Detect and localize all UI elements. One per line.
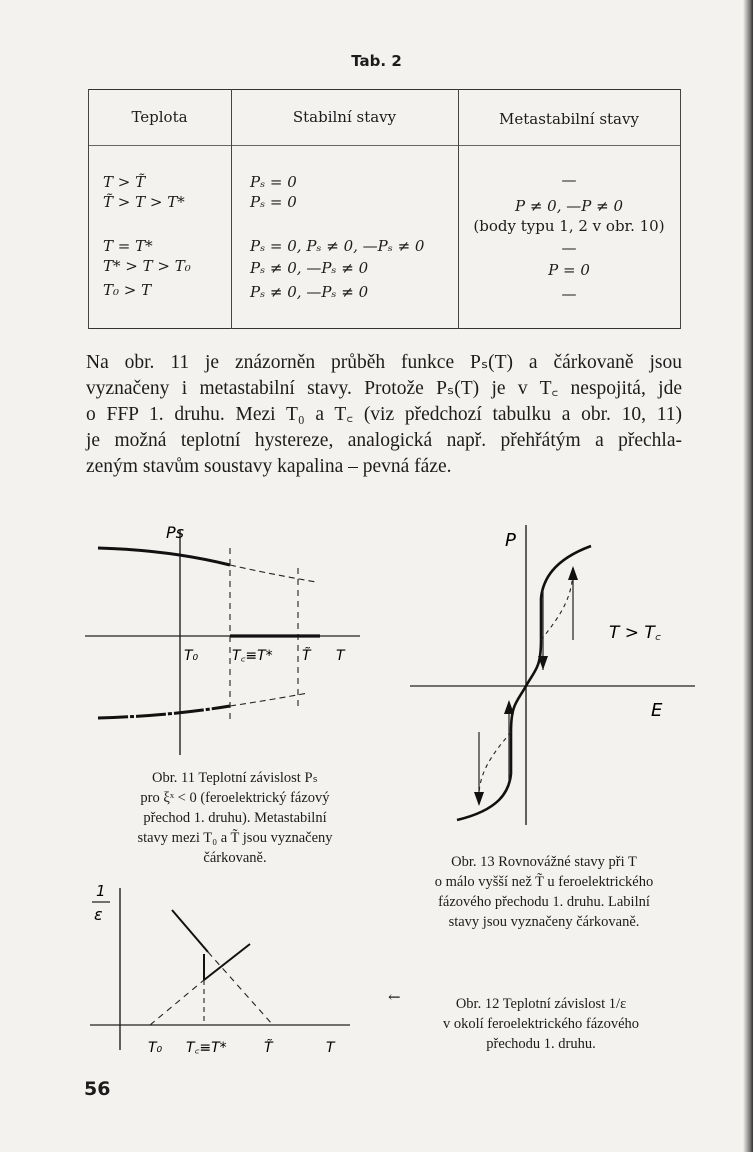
table-cell-meta-4: — (561, 239, 577, 257)
fig11-axis-label-y: Ps (166, 523, 184, 542)
paragraph-line-3: o FFP 1. druhu. Mezi T₀ a T꜀ (viz předchozí tabulku a obr. 10, 11) (86, 404, 682, 425)
fig11-metastable-upper-curve (230, 565, 316, 582)
fig12-caption (400, 994, 682, 1054)
fig13-arrow-up-lower-icon (504, 700, 514, 714)
fig12-axis-label-den: ε (94, 905, 103, 924)
fig13-inner-lower-stable (511, 686, 526, 774)
table-header-rule (88, 145, 680, 146)
fig13-labile-lower (479, 732, 511, 804)
table-cell-meta-6: — (561, 285, 577, 303)
fig12-reference-arrow-icon: ← (388, 988, 401, 1006)
fig13-outer-upper-stable (541, 546, 591, 598)
fig13-caption (403, 852, 685, 932)
fig13-caption-line-2: o málo vyšší než T̃ u feroelektrického (434, 874, 654, 890)
fig13-arrow-up-icon (568, 566, 578, 580)
fig12-stable-paraelectric-line (172, 910, 208, 952)
fig12-label-tc: T꜀≡T* (186, 1040, 227, 1056)
fig11-label-tc: T꜀≡T* (232, 648, 273, 664)
table-right-border (680, 89, 681, 329)
fig11-label-t: T (336, 648, 345, 664)
fig12-stable-ferroelectric-line (204, 944, 250, 980)
table-bottom-rule (88, 328, 680, 329)
table-cell-meta-5: P = 0 (548, 261, 590, 279)
fig12-metastable-ferroelectric-line (150, 980, 204, 1025)
table-cell-stabilni-2: Pₛ = 0 (250, 193, 297, 211)
table-cell-stabilni-1: Pₛ = 0 (250, 173, 297, 191)
fig11-label-t0: T₀ (184, 648, 199, 664)
paragraph-line-2: vyznačeny i metastabilní stavy. Protože Pₛ(T) je v T꜀ nespojitá, jde (86, 378, 682, 399)
table-header-stabilni: Stabilní stavy (292, 108, 397, 126)
fig11-caption (80, 768, 390, 868)
table-cell-teplota-5: T₀ > T (103, 281, 152, 299)
page-number: 56 (84, 1078, 111, 1100)
table-cell-meta-1: — (561, 171, 577, 189)
fig12-axis-label-num: 1 (96, 882, 106, 900)
figure-11 (80, 510, 380, 760)
table-cell-stabilni-5: Pₛ ≠ 0, —Pₛ ≠ 0 (250, 283, 369, 301)
fig12-label-t: T (326, 1040, 335, 1056)
figure-13 (405, 520, 705, 830)
fig12-caption-line-3: přechodu 1. druhu. (486, 1036, 596, 1052)
fig11-caption-line-5: čárkovaně. (203, 850, 267, 866)
fig11-stable-upper-curve (98, 548, 230, 565)
table-top-rule (88, 89, 680, 90)
fig13-inner-upper-stable (526, 598, 541, 686)
fig13-caption-line-4: stavy jsou vyznačeny čárkovaně. (448, 914, 640, 930)
fig13-axis-label-x: E (651, 700, 663, 721)
fig12-label-ttilde: T̃ (264, 1040, 273, 1056)
table-cell-teplota-2: T̃ > T > T* (103, 193, 185, 211)
fig13-axis-label-y: P (505, 530, 516, 551)
body-paragraph (86, 350, 682, 480)
fig12-metastable-paraelectric-line (208, 952, 272, 1024)
table-cell-meta-3: (body typu 1, 2 v obr. 10) (473, 217, 665, 235)
table-cell-stabilni-3: Pₛ = 0, Pₛ ≠ 0, —Pₛ ≠ 0 (250, 237, 425, 255)
table-cell-stabilni-4: Pₛ ≠ 0, —Pₛ ≠ 0 (250, 259, 369, 277)
fig11-caption-line-1: Obr. 11 Teplotní závislost Pₛ (152, 770, 318, 786)
fig11-label-ttilde: T̃ (302, 648, 311, 664)
fig13-outer-lower-stable (457, 774, 511, 820)
table-cell-teplota-1: T > T̃ (103, 173, 146, 191)
table-title: Tab. 2 (351, 52, 402, 70)
fig12-label-t0: T₀ (148, 1040, 163, 1056)
fig11-stable-lower-curve (98, 706, 230, 718)
figure-12 (80, 880, 370, 1060)
fig13-caption-line-3: fázového přechodu 1. druhu. Labilní (438, 894, 650, 910)
fig11-metastable-lower-curve (230, 693, 308, 706)
fig13-condition: T > T꜀ (609, 623, 661, 643)
table-cell-meta-2: P ≠ 0, —P ≠ 0 (514, 197, 624, 215)
table-cell-teplota-3: T = T* (103, 237, 153, 255)
fig11-caption-line-4: stavy mezi T₀ a T̃ jsou vyznačeny (137, 830, 333, 846)
table-cell-teplota-4: T* > T > T₀ (103, 257, 191, 275)
fig12-caption-line-1: Obr. 12 Teplotní závislost 1/ε (455, 996, 627, 1012)
paragraph-line-1: Na obr. 11 je znázorněn průběh funkce Pₛ(T) a čárkovaně jsou (86, 352, 682, 373)
fig11-caption-line-3: přechod 1. druhu). Metastabilní (143, 810, 327, 826)
fig12-caption-line-2: v okolí feroelektrického fázového (442, 1016, 640, 1032)
fig13-caption-line-1: Obr. 13 Rovnovážné stavy při T (451, 854, 637, 870)
fig11-caption-line-2: pro ξˣ < 0 (feroelektrický fázový (140, 790, 330, 806)
page-edge-shadow (743, 0, 753, 1152)
table-header-metastabilni: Metastabilní stavy (499, 110, 639, 128)
table-header-teplota: Teplota (131, 108, 188, 126)
fig13-arrow-down-lower-icon (474, 792, 484, 806)
paragraph-line-5: zeným stavům soustavy kapalina – pevná fáze. (86, 456, 452, 477)
paragraph-line-4: je možná teplotní hystereze, analogická např. přehřátým a přechla- (86, 430, 682, 451)
